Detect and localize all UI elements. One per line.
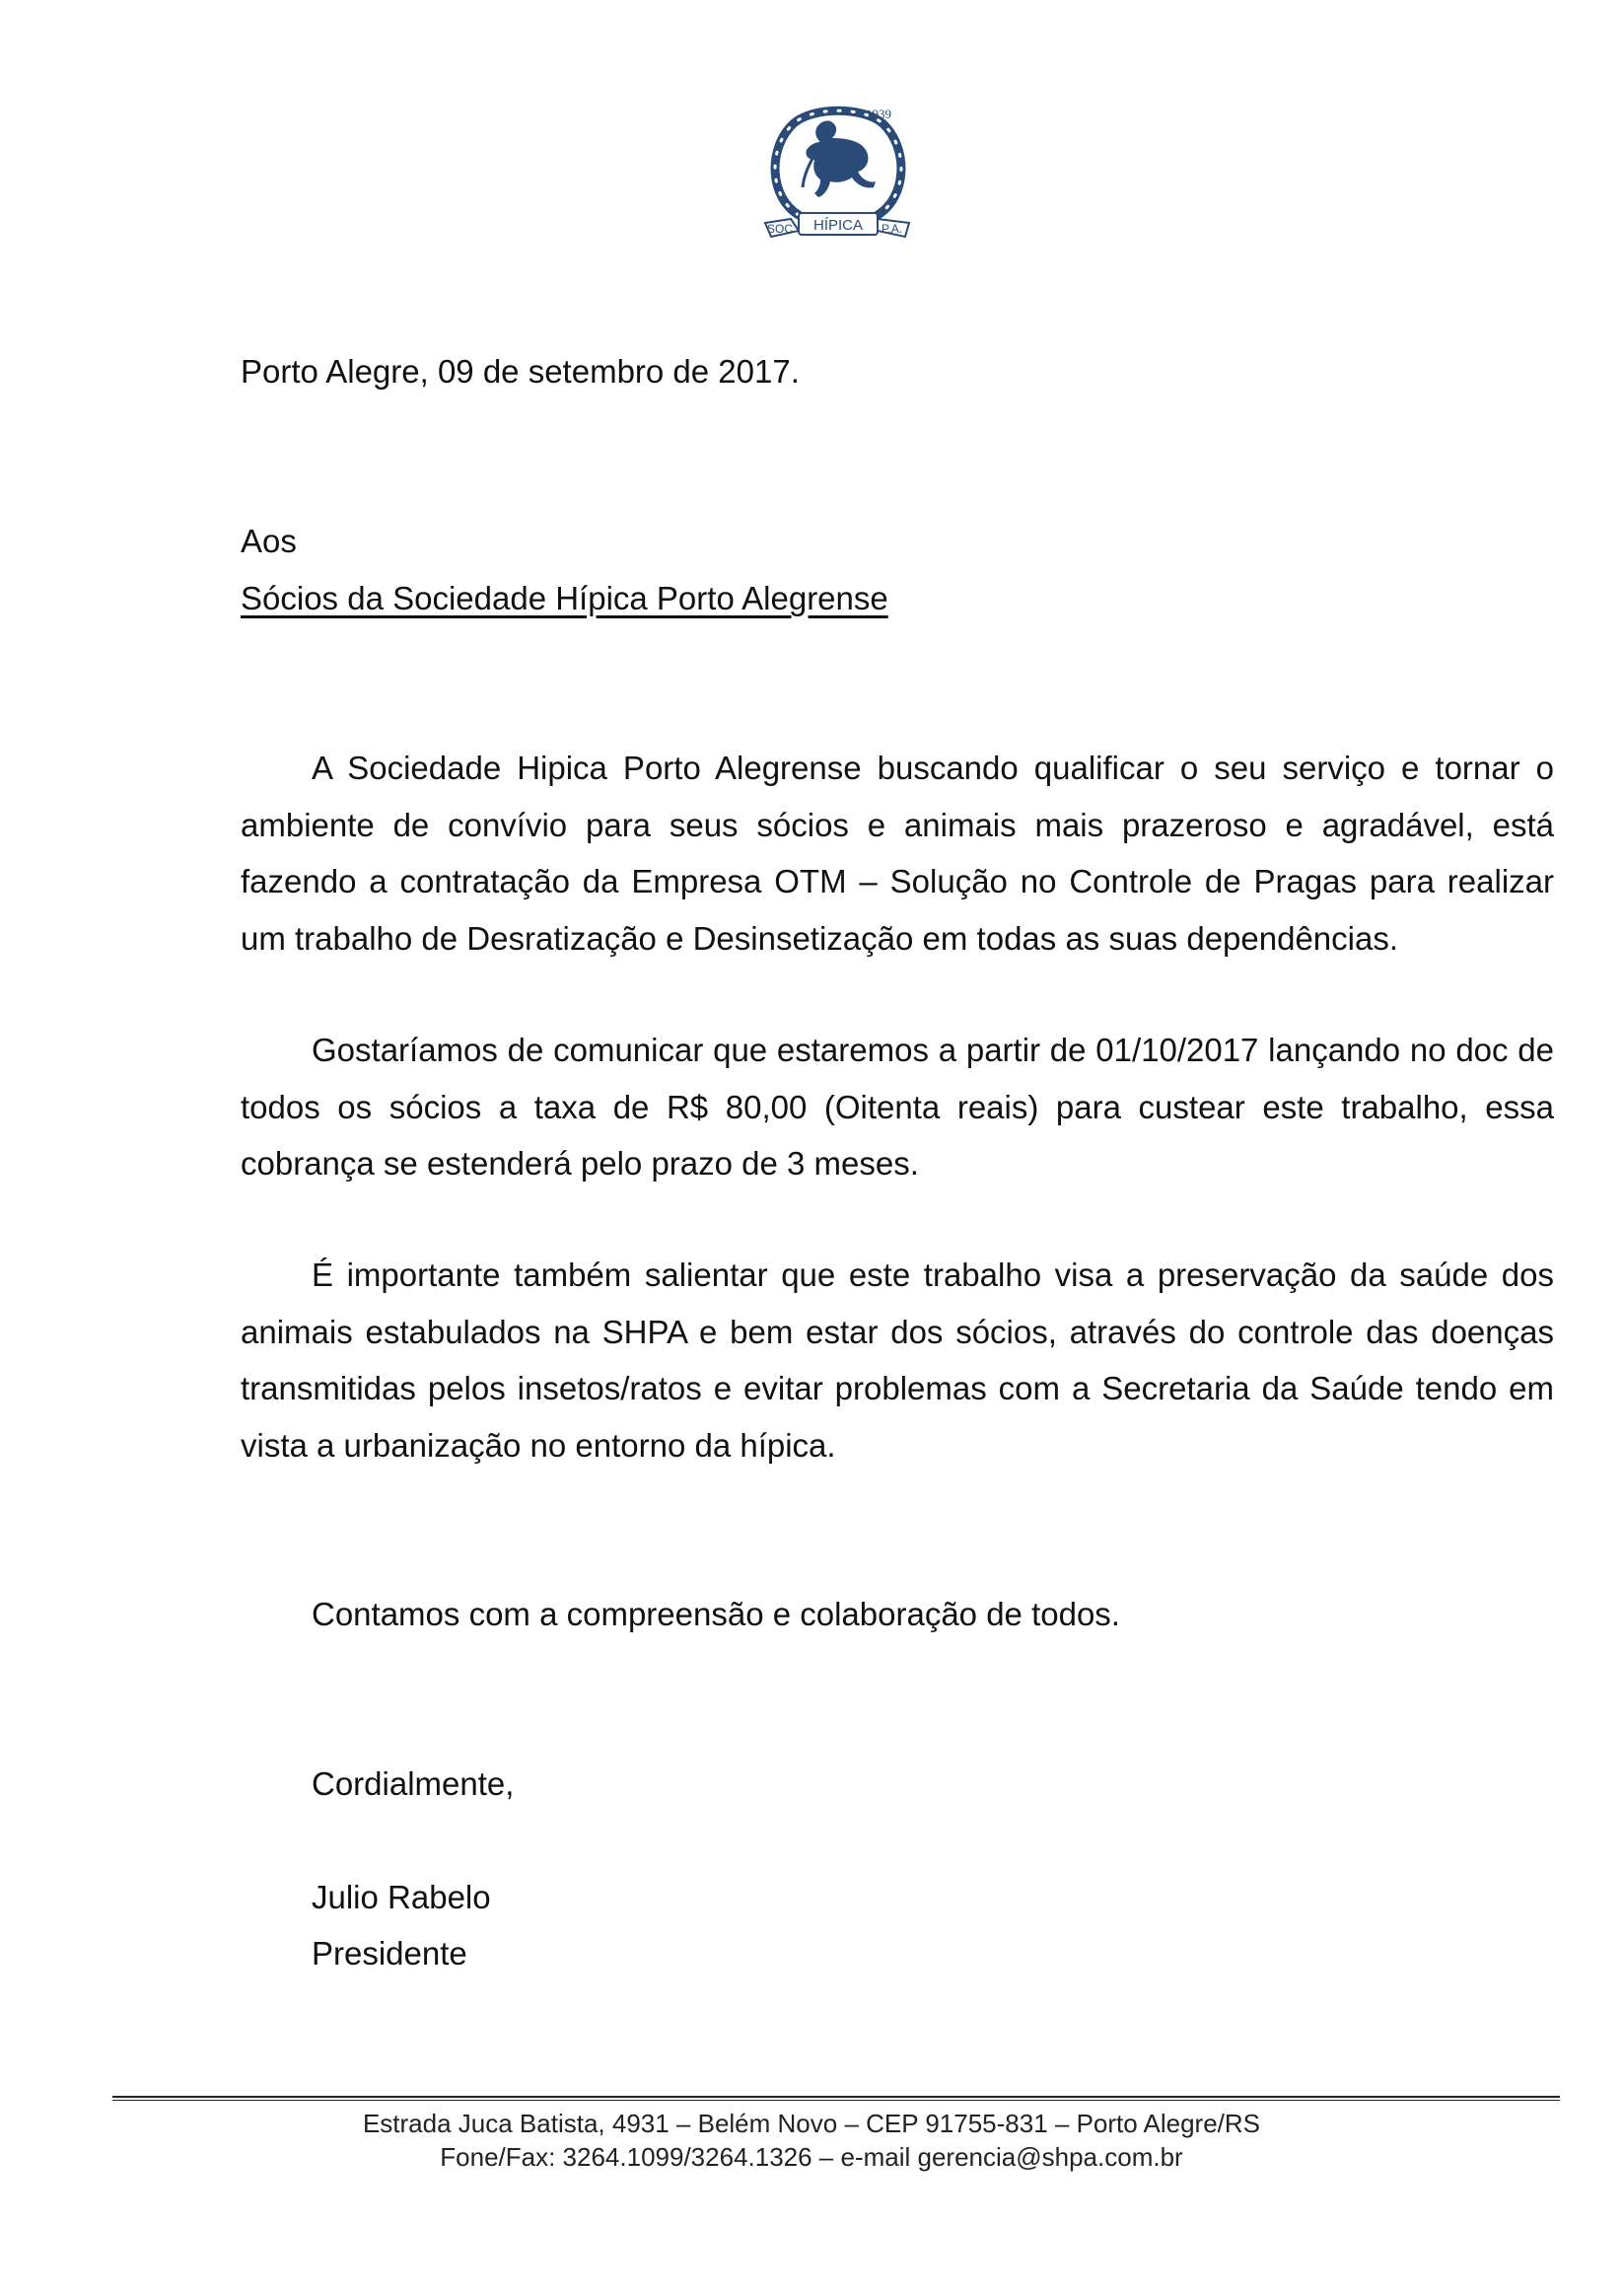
club-logo xyxy=(759,99,917,247)
footer-divider xyxy=(112,2096,1560,2101)
closing-line: Contamos com a compreensão e colaboração de todos. xyxy=(312,1596,1120,1632)
horse-horseshoe-emblem xyxy=(759,99,917,247)
footer-contact: Fone/Fax: 3264.1099/3264.1326 – e-mail gerencia@shpa.com.br xyxy=(440,2142,1183,2172)
body-paragraph-2: Gostaríamos de comunicar que estaremos a partir de 01/10/2017 lançando no doc de todos os sócios a taxa de R$ 80,00 (Oitenta reais) para custear este trabalho, essa cobrança se estenderá pelo prazo de 3 meses. xyxy=(241,1032,1554,1182)
recipient-line: Sócios da Sociedade Hípica Porto Alegrense xyxy=(241,580,888,616)
body-paragraph-3: É importante também salientar que este trabalho visa a preservação da saúde dos animais estabulados na SHPA e bem estar dos sócios, através do controle das doenças transmitidas pelos insetos/ratos e evitar problemas com a Secretaria da Saúde tendo em vista a urbanização no entorno da hípica. xyxy=(241,1256,1554,1464)
logo-year: 1939 xyxy=(866,107,891,121)
regards: Cordialmente, xyxy=(312,1765,515,1802)
signer-name: Julio Rabelo xyxy=(312,1879,491,1915)
footer-address: Estrada Juca Batista, 4931 – Belém Novo – CEP 91755-831 – Porto Alegre/RS xyxy=(362,2109,1261,2138)
signer-title: Presidente xyxy=(312,1935,467,1972)
logo-left-text: SOC xyxy=(767,222,794,236)
body-paragraph-1: A Sociedade Hipica Porto Alegrense buscando qualificar o seu serviço e tornar o ambiente de convívio para seus sócios e animais mais prazeroso e agradável, está fazendo a contratação da Empresa OTM – Solução no Controle de Pragas para realizar um trabalho de Desratização e Desinsetização em todas as suas dependências. xyxy=(241,750,1554,957)
salutation: Aos xyxy=(241,523,297,559)
logo-center-text: HÍPICA xyxy=(812,217,864,234)
letter-date: Porto Alegre, 09 de setembro de 2017. xyxy=(241,353,800,390)
logo-right-text: P.A. xyxy=(882,222,903,236)
